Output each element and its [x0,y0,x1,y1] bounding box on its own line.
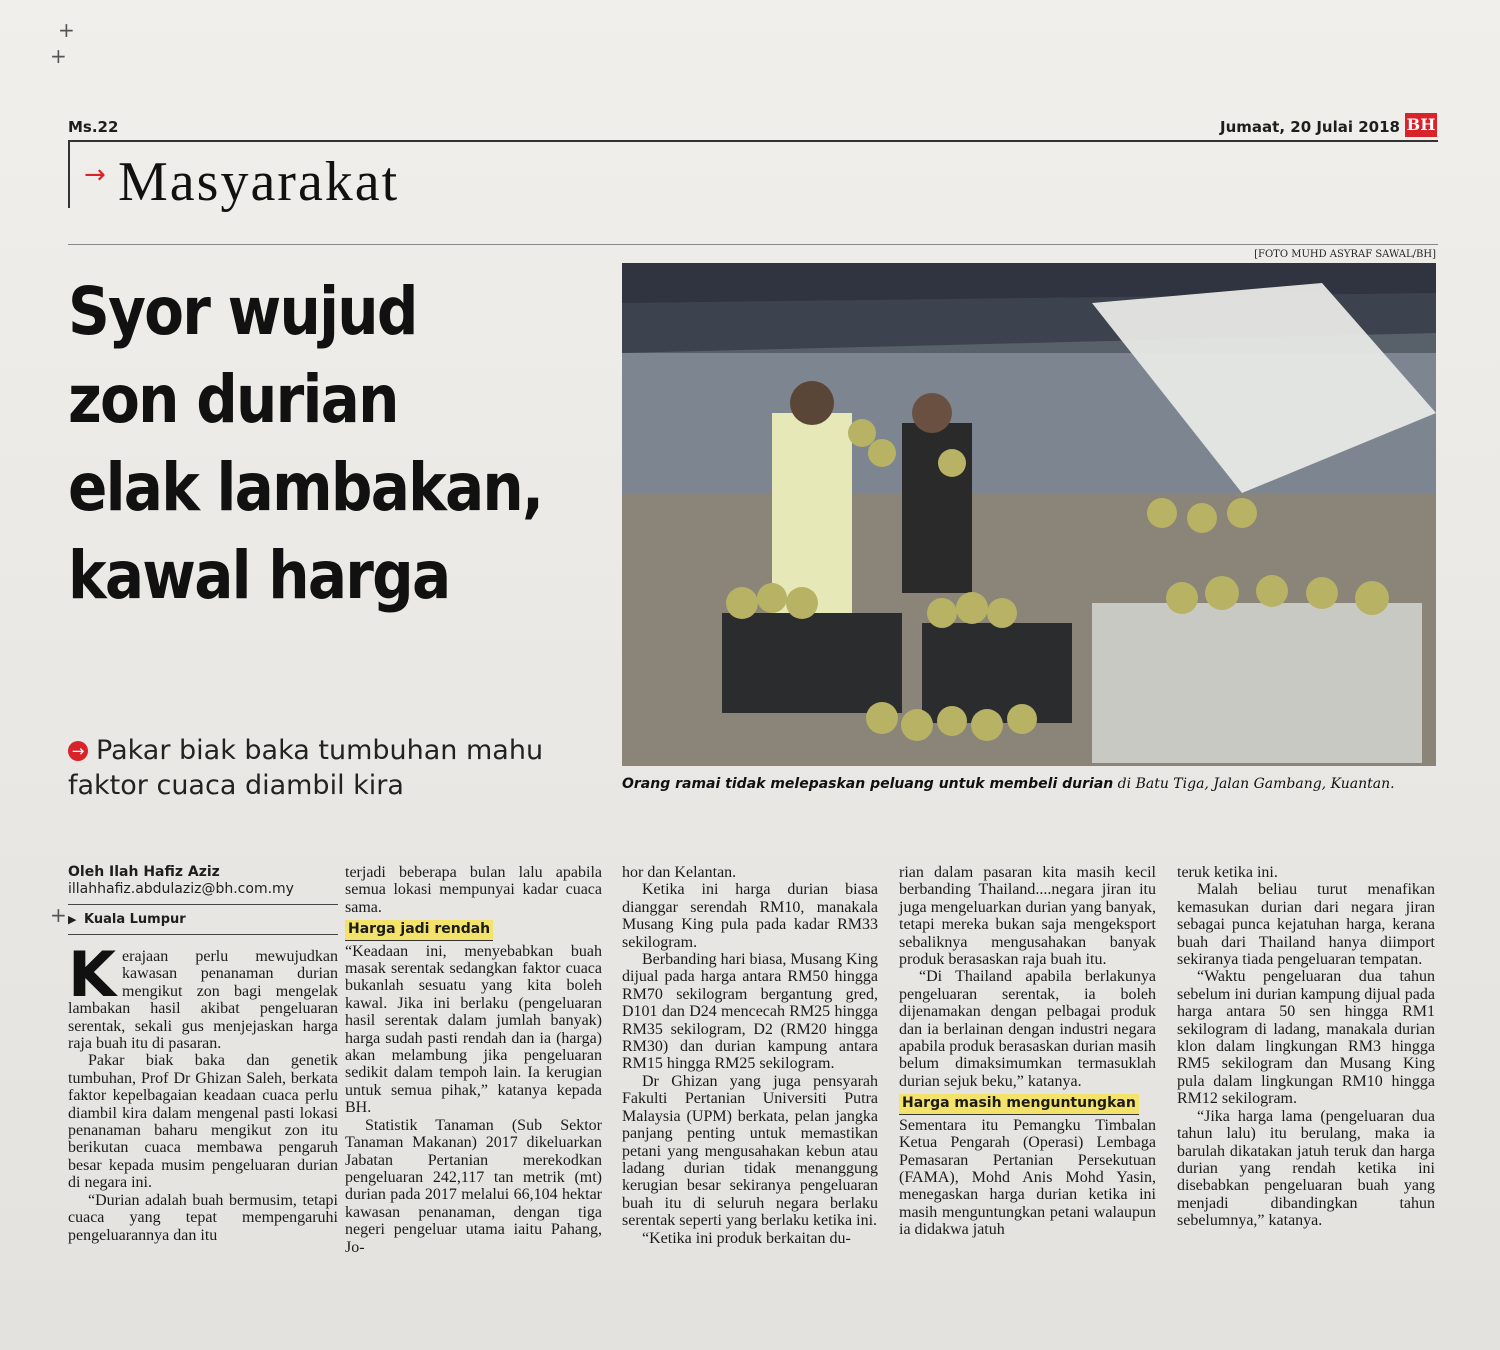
dateline-location: Kuala Lumpur [84,912,186,927]
photo-credit: [FOTO MUHD ASYRAF SAWAL/BH] [1254,249,1436,260]
paragraph: hor dan Kelantan. [622,864,737,881]
paragraph: erajaan perlu mewujudkan kawasan penanaman durian mengikut zon bagi mengelak lambakan hasil akibat pengeluaran serentak, sekali gus menjejaskan harga raja buah itu di pasaran. [68,948,338,1053]
caption-bold: Orang ramai tidak melepaskan peluang untuk membeli durian [622,776,1114,792]
photo-illustration [622,263,1436,766]
section-rule [68,244,1438,245]
paragraph: “Durian adalah buah bermusim, tetapi cuaca yang tepat mempengaruhi pengeluarannya dan itu [68,1191,338,1244]
paragraph: “Jika harga lama (pengeluaran dua tahun lalu) itu berulang, maka ia barulah dikatakan jatuh teruk dan harga durian yang rendah ketika ini disebabkan pengeluaran buah yang menjadi dibandingkan tahun sebelumnya,” katanya. [1177,1107,1435,1230]
publication-date: Jumaat, 20 Julai 2018 [1220,118,1400,136]
lead-paragraph [68,938,338,1053]
paragraph: “Keadaan ini, menyebabkan buah masak serentak sedangkan faktor cuaca bukanlah sesuatu yang kita boleh kawal. Jika ini berlaku (pengeluaran hasil serentak dalam jumlah banyak) harga sudah pasti rendah dan ia (harga) akan melambung jika pengeluaran sedikit dalam tempoh lain. Ia kerugian untuk semua pihak,” katanya kepada BH. [345,942,602,1117]
paragraph: Malah beliau turut menafikan kemasukan durian dari negara jiran sebagai punca kejatuhan harga, kerana buah dari Thailand hanya diimport sekiranya tiada pengeluaran tempatan. [1177,881,1435,969]
paragraph: Berbanding hari biasa, Musang King dijual pada harga antara RM50 hingga RM70 sekilogram bergantung gred, D101 dan D24 mencecah RM25 hingga RM35 sekilogram, D2 (RM20 hingga RM30) dan durian kampung antara RM15 hingga RM25 sekilogram. [622,951,878,1073]
paragraph: rian dalam pasaran kita masih kecil berbanding Thailand....negara jiran itu juga mengeluarkan durian yang banyak, tetapi mereka bukan saja mengeksport sebaliknya mengusahakan banyak produk berasaskan raja buah itu. [899,864,1156,969]
crop-mark: + [50,903,67,927]
photo-caption [622,776,1436,792]
paragraph: “Waktu pengeluaran dua tahun sebelum ini durian kampung dijual pada harga antara 50 sen hingga RM1 sekilogram di ladang, manakala durian klon dalam lingkungan RM3 hingga RM5 sekilogram dan Musang King pula dalam lingkungan RM10 hingga RM12 sekilogram. [1177,968,1435,1108]
paragraph: Pakar biak baka dan genetik tumbuhan, Prof Dr Ghizan Saleh, berkata faktor kepelbagaian keadaan cuaca perlu diambil kira dalam mengenal pasti lokasi penanaman baharu mengikut zon itu berikutan cuaca membawa pengaruh besar kepada musim pengeluaran durian di negara ini. [68,1052,338,1192]
paragraph: Statistik Tanaman (Sub Sektor Tanaman Makanan) 2017 dikeluarkan Jabatan Pertanian merekodkan pengeluaran 242,117 tan metrik (mt) durian pada 2017 melalui 66,104 hektar kawasan penanaman, dengan tiga negeri pengeluar utama iaitu Pahang, Jo- [345,1116,602,1256]
durian-stall-photo [622,263,1436,766]
arrow-right-icon: → [84,160,106,190]
paragraph: terjadi beberapa bulan lalu apabila semua lokasi mempunyai kadar cuaca sama. [345,864,602,916]
subtitle-harga-jadi-rendah: Harga jadi rendah [345,920,493,940]
section-bar [68,140,70,208]
article-column-2 [345,864,602,1256]
subheadline-text: Pakar biak baka tumbuhan mahu faktor cuaca diambil kira [68,735,544,801]
page-number: Ms.22 [68,118,119,136]
bh-logo: BH [1405,113,1437,137]
caption-rest: di Batu Tiga, Jalan Gambang, Kuantan. [1113,776,1395,792]
paragraph: Sementara itu Pemangku Timbalan Ketua Pengarah (Operasi) Lembaga Pemasaran Pertanian Persekutuan (FAMA), Mohd Anis Mohd Yasin, menegaskan harga durian ketika ini masih menguntungkan petani walaupun ia didakwa jatuh [899,1116,1156,1239]
headline: Syor wujud zon durian elak lambakan, kawal harga [68,273,543,614]
arrow-bullet-icon: → [68,741,88,761]
subheadline [68,733,608,803]
crop-mark: + [50,44,67,68]
paragraph: Dr Ghizan yang juga pensyarah Fakulti Pertanian Universiti Putra Malaysia (UPM) berkata, pelan jangka panjang penting untuk memastikan petani yang mengusahakan kebun atau ladang durian tidak menanggung kerugian besar sekiranya pengeluaran buah itu di seluruh negara berlaku serentak seperti yang berlaku ketika ini. [622,1072,878,1230]
article-column-1 [68,938,338,1244]
dateline [68,912,338,927]
byline-rule [68,904,338,905]
header-rule [68,140,1438,142]
paragraph: “Di Thailand apabila berlakunya pengeluaran serentak, ia boleh dijenamakan dengan pelbagai produk dan ia berlainan dengan industri negara apabila produk berasaskan durian masih belum dimaksimumkan termasuklah durian sejuk beku,” katanya. [899,968,1156,1090]
crop-mark: + [58,18,75,42]
section-title: Masyarakat [118,151,400,213]
author-email: illahhafiz.abdulaziz@bh.com.my [68,881,294,897]
subtitle-harga-masih-menguntungkan: Harga masih menguntungkan [899,1094,1139,1114]
article-column-3 [622,864,878,1247]
location-flag-icon: ▶ [68,913,77,926]
paragraph: Ketika ini harga durian biasa dianggar serendah RM10, manakala Musang King pula pada kadar RM33 sekilogram. [622,881,878,951]
byline-rule [68,934,338,935]
paragraph: “Ketika ini produk berkaitan du- [642,1229,851,1247]
paragraph: teruk ketika ini. [1177,864,1278,881]
article-column-4 [899,864,1156,1239]
article-column-5 [1177,864,1435,1230]
drop-cap: K [68,938,117,1011]
byline [68,864,338,942]
author-name: Oleh Ilah Hafiz Aziz [68,864,220,880]
